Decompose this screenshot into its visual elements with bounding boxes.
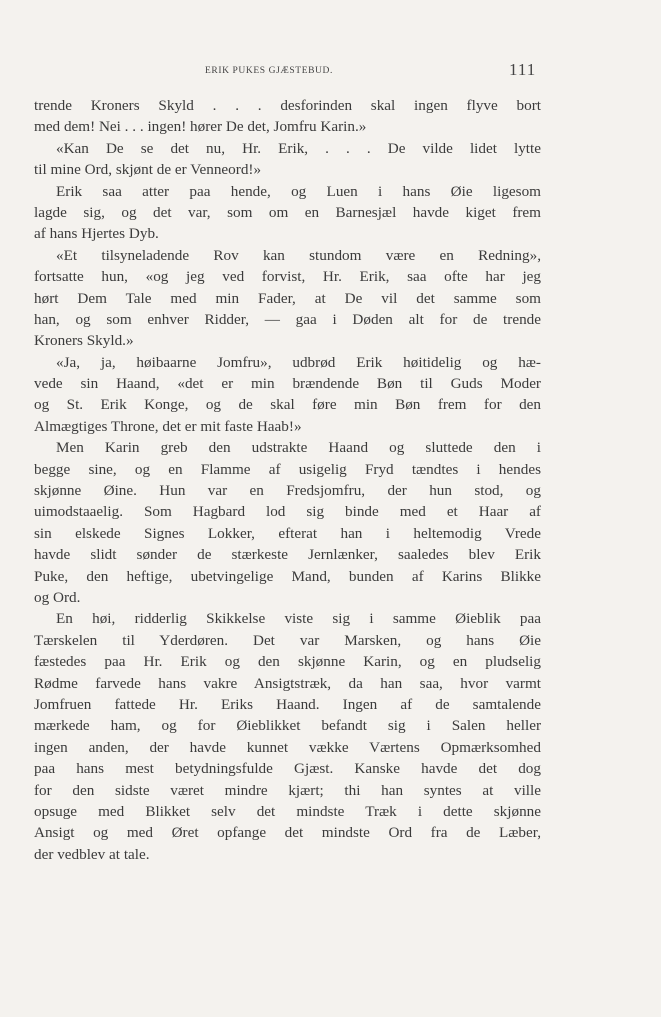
text-line: fæstedes paa Hr. Erik og den skjønne Karin, og en pludselig [34, 653, 541, 671]
text-line: for den sidste været mindre kjært; thi han syntes at ville [34, 781, 541, 799]
running-head: ERIK PUKES GJÆSTEBUD. [205, 66, 333, 76]
page-number: 111 [509, 60, 537, 79]
text-line: ingen anden, der havde kunnet vække Værtens Opmærksomhed [34, 738, 541, 756]
text-line: og Ord. [34, 588, 81, 606]
text-line: skjønne Øine. Hun var en Fredsjomfru, der hun stod, og [34, 482, 541, 500]
text-line: sin elskede Signes Lokker, efterat han i heltemodig Vrede [34, 524, 541, 542]
text-line: begge sine, og en Flamme af usigelig Fryd tændtes i hendes [34, 460, 541, 478]
text-line: Kroners Skyld.» [34, 332, 134, 350]
text-line: Tærskelen til Yderdøren. Det var Marsken, og hans Øie [34, 631, 541, 649]
text-line: uimodstaaelig. Som Hagbard lod sig binde med et Haar af [34, 503, 541, 521]
text-line: opsuge med Blikket selv det mindste Træk i dette skjønne [34, 802, 541, 820]
text-line: fortsatte hun, «og jeg ved forvist, Hr. Erik, saa ofte har jeg [34, 268, 541, 286]
text-line: der vedblev at tale. [34, 845, 150, 863]
text-line: «Kan De se det nu, Hr. Erik, . . . De vilde lidet lytte [56, 139, 541, 157]
text-line: han, og som enhver Ridder, — gaa i Døden alt for de trende [34, 310, 541, 328]
text-line: Jomfruen fattede Hr. Eriks Haand. Ingen af de samtalende [34, 695, 541, 713]
text-line: hørt Dem Tale med min Fader, at De vil det samme som [34, 289, 541, 307]
text-line: af hans Hjertes Dyb. [34, 225, 159, 243]
text-line: med dem! Nei . . . ingen! hører De det, Jomfru Karin.» [34, 118, 367, 136]
text-line: Rødme farvede hans vakre Ansigtstræk, da han saa, hvor varmt [34, 674, 541, 692]
text-line: til mine Ord, skjønt de er Venneord!» [34, 161, 262, 179]
text-line: mærkede ham, og for Øieblikket befandt sig i Salen heller [34, 717, 541, 735]
text-line: Almægtiges Throne, det er mit faste Haab!» [34, 417, 302, 435]
text-line: trende Kroners Skyld . . . desforinden skal ingen flyve bort [34, 97, 541, 114]
text-line: «Et tilsyneladende Rov kan stundom være en Redning», [56, 246, 541, 264]
text-line: Erik saa atter paa hende, og Luen i hans Øie ligesom [56, 182, 541, 200]
text-line: «Ja, ja, høibaarne Jomfru», udbrød Erik høitidelig og hæ- [56, 353, 541, 371]
text-line: lagde sig, og det var, som om en Barnesjæl havde kiget frem [34, 203, 541, 221]
text-line: Ansigt og med Øret opfange det mindste Ord fra de Læber, [34, 824, 541, 842]
body-text [34, 95, 541, 865]
text-line: og St. Erik Konge, og de skal føre min Bøn frem for den [34, 396, 541, 414]
text-line: Puke, den heftige, ubetvingelige Mand, bunden af Karins Blikke [34, 567, 541, 585]
text-line: paa hans mest betydningsfulde Gjæst. Kanske havde det dog [34, 760, 541, 778]
text-line: Men Karin greb den udstrakte Haand og sluttede den i [56, 439, 541, 457]
text-line: havde slidt sønder de stærkeste Jernlænker, saaledes blev Erik [34, 546, 541, 564]
text-line: En høi, ridderlig Skikkelse viste sig i samme Øieblik paa [56, 610, 541, 628]
text-line: vede sin Haand, «det er min brændende Bøn til Guds Moder [34, 375, 541, 393]
